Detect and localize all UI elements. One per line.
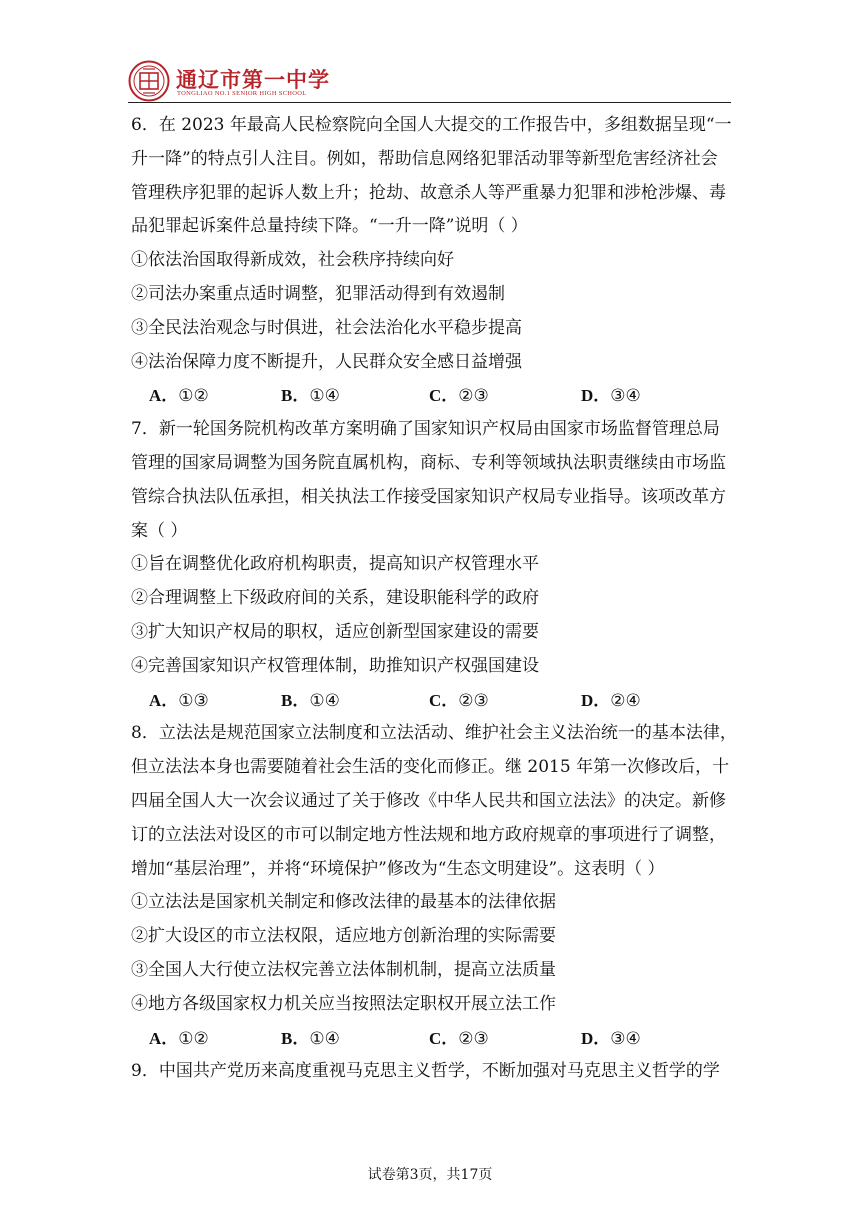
exam-content — [131, 109, 737, 1089]
page-footer: 试卷第3页，共17页 — [367, 1167, 493, 1183]
school-name-en: TONGLIAO NO.1 SENIOR HIGH SCHOOL — [177, 90, 307, 97]
option-key: D． — [581, 690, 611, 710]
question-stem-line: 管理的国家局调整为国务院直属机构，商标、专利等领域执法职责继续由市场监 — [131, 452, 726, 473]
option-text: ②③ — [458, 1028, 489, 1049]
question-block — [131, 413, 731, 717]
answer-option — [149, 379, 209, 414]
option-key: C． — [429, 1028, 459, 1048]
statement-item: ④法治保障力度不断提升，人民群众安全感日益增强 — [131, 351, 522, 372]
option-text: ①④ — [309, 386, 340, 407]
answer-option — [429, 379, 489, 414]
school-name-cn: 通辽市第一中学 — [176, 68, 330, 92]
option-text: ③④ — [610, 386, 641, 407]
answer-options — [131, 379, 731, 413]
statement-item: ③全民法治观念与时俱进，社会法治化水平稳步提高 — [131, 317, 522, 338]
statement-item: ②扩大设区的市立法权限，适应地方创新治理的实际需要 — [131, 926, 556, 947]
option-text: ①④ — [309, 690, 340, 711]
statement-item: ②司法办案重点适时调整，犯罪活动得到有效遏制 — [131, 283, 505, 304]
question-stem-line: 7．新一轮国务院机构改革方案明确了国家知识产权局由国家市场监督管理总局 — [131, 419, 720, 440]
statement-item: ③扩大知识产权局的职权，适应创新型国家建设的需要 — [131, 621, 539, 642]
answer-options — [131, 684, 731, 718]
answer-option — [149, 684, 209, 719]
option-key: D． — [581, 386, 611, 406]
statement-item: ④完善国家知识产权管理体制，助推知识产权强国建设 — [131, 655, 539, 676]
option-key: B． — [281, 1028, 310, 1048]
answer-option — [281, 379, 340, 414]
question-stem-line: 案（ ） — [131, 520, 188, 541]
answer-option — [581, 684, 641, 719]
answer-option — [149, 1022, 209, 1057]
option-key: D． — [581, 1028, 611, 1048]
question-stem-line: 8．立法法是规范国家立法制度和立法活动、维护社会主义法治统一的基本法律， — [131, 723, 737, 744]
option-key: A． — [149, 1028, 179, 1048]
option-text: ①② — [178, 386, 209, 407]
statement-item: ①立法法是国家机关制定和修改法律的最基本的法律依据 — [131, 892, 556, 913]
question-block — [131, 717, 737, 1055]
question-stem-line: 品犯罪起诉案件总量持续下降。“一升一降”说明（ ） — [131, 216, 528, 237]
option-text: ①② — [178, 1028, 209, 1049]
option-text: ②③ — [458, 690, 489, 711]
option-key: A． — [149, 690, 179, 710]
school-logo-icon — [128, 60, 170, 102]
question-stem-line: 9．中国共产党历来高度重视马克思主义哲学，不断加强对马克思主义哲学的学 — [131, 1061, 720, 1082]
question-block — [131, 109, 731, 413]
answer-option — [429, 1022, 489, 1057]
question-stem-line: 管综合执法队伍承担，相关执法工作接受国家知识产权局专业指导。该项改革方 — [131, 486, 726, 507]
statement-item: ④地方各级国家权力机关应当按照法定职权开展立法工作 — [131, 993, 556, 1014]
answer-option — [429, 684, 489, 719]
question-stem-line: 但立法法本身也需要随着社会生活的变化而修正。继 2015 年第一次修改后，十 — [131, 757, 730, 778]
answer-options — [131, 1022, 731, 1056]
option-text: ③④ — [610, 1028, 641, 1049]
option-key: C． — [429, 386, 459, 406]
page-header — [128, 58, 730, 102]
option-key: B． — [281, 386, 310, 406]
answer-option — [581, 379, 641, 414]
question-stem-line: 升一降”的特点引人注目。例如，帮助信息网络犯罪活动罪等新型危害经济社会 — [131, 148, 718, 169]
answer-option — [281, 684, 340, 719]
statement-item: ①旨在调整优化政府机构职责，提高知识产权管理水平 — [131, 554, 539, 575]
answer-option — [281, 1022, 340, 1057]
statement-item: ①依法治国取得新成效，社会秩序持续向好 — [131, 250, 454, 271]
option-key: A． — [149, 386, 179, 406]
question-stem-line: 订的立法法对设区的市可以制定地方性法规和地方政府规章的事项进行了调整， — [131, 824, 726, 845]
statement-item: ③全国人大行使立法权完善立法体制机制，提高立法质量 — [131, 959, 556, 980]
option-key: B． — [281, 690, 310, 710]
option-text: ②④ — [610, 690, 641, 711]
answer-option — [581, 1022, 641, 1057]
option-text: ①③ — [178, 690, 209, 711]
question-block — [131, 1055, 731, 1089]
question-stem-line: 6．在 2023 年最高人民检察院向全国人大提交的工作报告中，多组数据呈现“一 — [131, 115, 732, 135]
question-stem-line: 增加“基层治理”，并将“环境保护”修改为“生态文明建设”。这表明（ ） — [131, 858, 665, 879]
question-stem-line: 管理秩序犯罪的起诉人数上升；抢劫、故意杀人等严重暴力犯罪和涉枪涉爆、毒 — [131, 182, 726, 203]
statement-item: ②合理调整上下级政府间的关系，建设职能科学的政府 — [131, 588, 539, 609]
header-divider — [128, 102, 731, 103]
question-stem-line: 四届全国人大一次会议通过了关于修改《中华人民共和国立法法》的决定。新修 — [131, 790, 726, 811]
option-key: C． — [429, 690, 459, 710]
option-text: ①④ — [309, 1028, 340, 1049]
option-text: ②③ — [458, 386, 489, 407]
